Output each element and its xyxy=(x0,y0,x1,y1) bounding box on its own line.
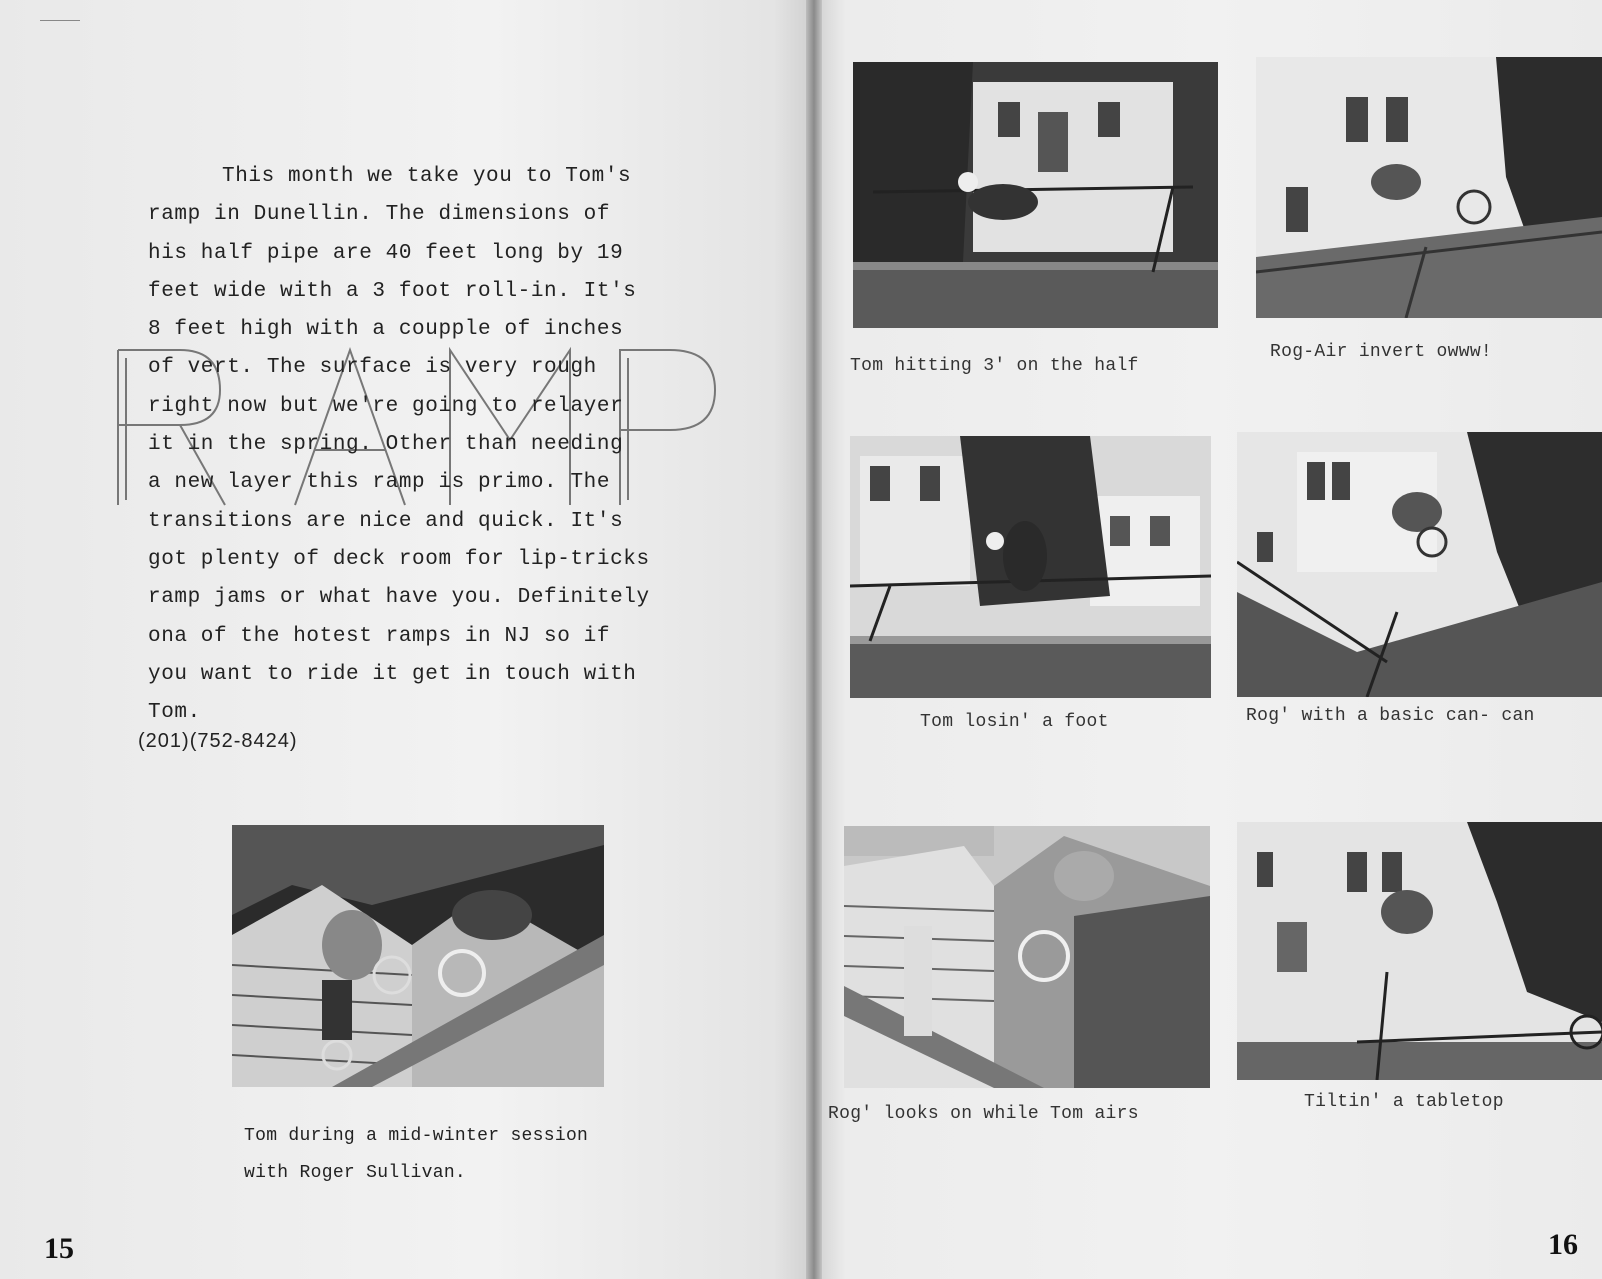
paragraph-line: ramp jams or what have you. Definitely xyxy=(148,586,650,610)
caption-rog-looks-on: Rog' looks on while Tom airs xyxy=(828,1104,1139,1124)
paragraph-line: right now but we're going to relayer xyxy=(148,394,624,418)
paragraph-line: of vert. The surface is very rough xyxy=(148,356,597,380)
caption-tom-losin-a-foot: Tom losin' a foot xyxy=(920,712,1109,732)
paragraph-line: his half pipe are 40 feet long by 19 xyxy=(148,241,624,265)
caption-rog-air-invert: Rog-Air invert owww! xyxy=(1270,342,1493,362)
top-rule xyxy=(40,20,80,21)
paragraph-line: ona of the hotest ramps in NJ so if xyxy=(148,624,611,648)
photo-tom-hitting-3ft xyxy=(853,62,1218,328)
paragraph-line: it in the spring. Other than needing xyxy=(148,433,624,457)
book-gutter xyxy=(806,0,822,1279)
page-number-left: 15 xyxy=(44,1232,74,1265)
paragraph-line: 8 feet high with a coupple of inches xyxy=(148,318,624,342)
photo-rog-air-invert xyxy=(1256,57,1602,318)
photo-rog-can-can xyxy=(1237,432,1602,697)
caption-tom-hitting-3ft: Tom hitting 3' on the half xyxy=(850,356,1139,376)
caption-line: with Roger Sullivan. xyxy=(244,1163,467,1183)
main-photo-caption xyxy=(244,1118,588,1192)
phone-number: (201)(752-8424) xyxy=(138,730,298,752)
caption-tiltin-tabletop: Tiltin' a tabletop xyxy=(1304,1092,1504,1112)
paragraph-line: you want to ride it get in touch with xyxy=(148,662,637,686)
photo-tom-losin-a-foot xyxy=(850,436,1211,698)
paragraph-line: feet wide with a 3 foot roll-in. It's xyxy=(148,279,637,303)
page-number-right: 16 xyxy=(1548,1228,1578,1261)
photo-rog-looks-on xyxy=(844,826,1210,1088)
paragraph-line: ramp in Dunellin. The dimensions of xyxy=(148,203,611,227)
paragraph-line: transitions are nice and quick. It's xyxy=(148,509,624,533)
caption-line: Tom during a mid-winter session xyxy=(244,1126,589,1146)
paragraph-line: This month we take you to Tom's xyxy=(222,165,632,188)
paragraph-line: Tom. xyxy=(148,701,201,725)
article-body xyxy=(148,158,748,732)
right-page xyxy=(814,0,1602,1279)
photo-tiltin-tabletop xyxy=(1237,822,1602,1080)
caption-rog-can-can: Rog' with a basic can- can xyxy=(1246,706,1535,726)
photo-mid-winter-session xyxy=(232,825,604,1087)
paragraph-line: got plenty of deck room for lip-tricks xyxy=(148,547,650,571)
paragraph-line: a new layer this ramp is primo. The xyxy=(148,471,611,495)
